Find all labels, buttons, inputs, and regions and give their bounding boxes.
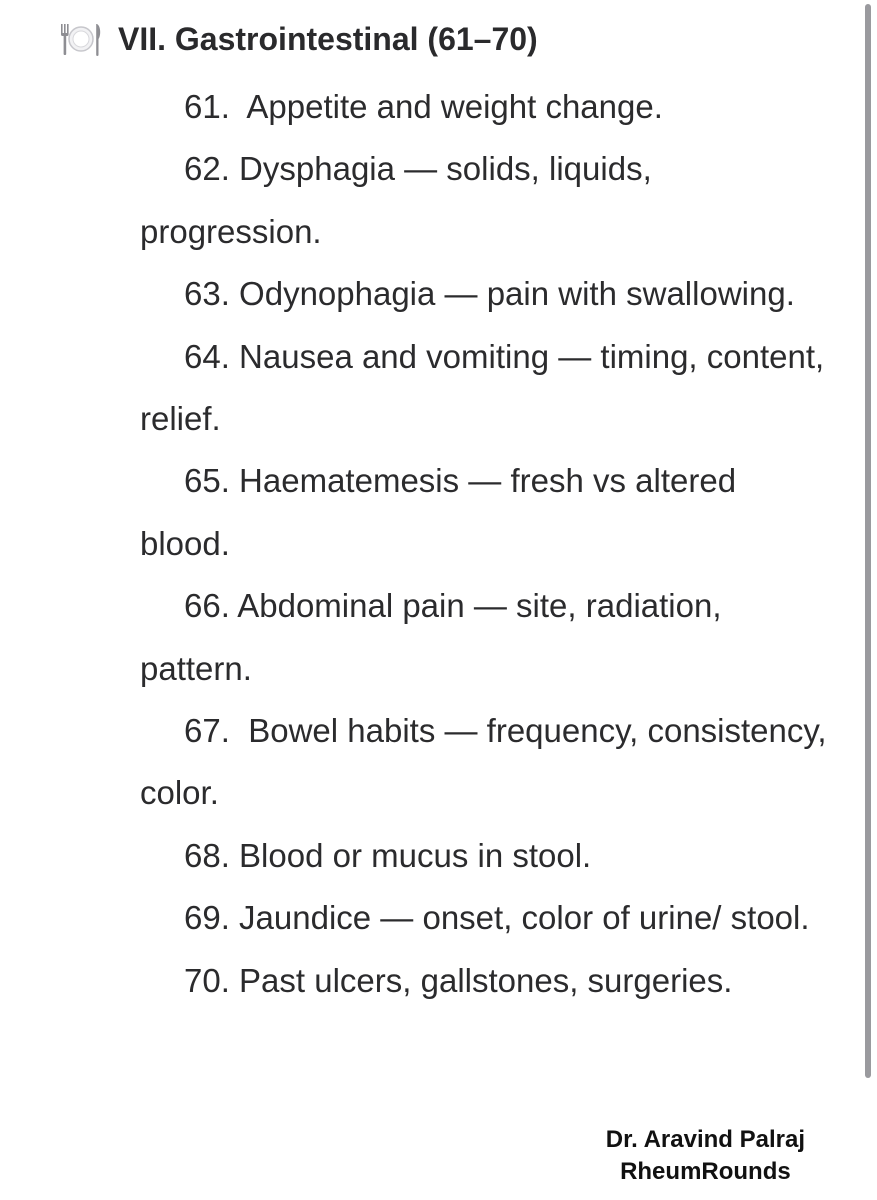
list-item: 69. Jaundice — onset, color of urine/ stool.	[184, 899, 810, 937]
list-item: 62. Dysphagia — solids, liquids, progression.	[140, 150, 652, 250]
brand-name: RheumRounds	[620, 1158, 791, 1185]
author-name: Dr. Aravind Palraj	[605, 1126, 805, 1153]
author-signature	[606, 1124, 805, 1188]
symptom-list	[140, 76, 830, 1012]
section-heading	[58, 16, 538, 62]
vertical-scrollbar[interactable]	[865, 4, 871, 1078]
list-item: 61. Appetite and weight change.	[184, 88, 663, 125]
list-item: 64. Nausea and vomiting — timing, content, relief.	[140, 337, 825, 438]
list-item: 66. Abdominal pain — site, radiation, pattern.	[140, 587, 722, 687]
list-item: 65. Haematemesis — fresh vs altered blood.	[140, 462, 737, 562]
fork-knife-plate-icon	[58, 16, 104, 62]
list-item: 67. Bowel habits — frequency, consistency, color.	[140, 712, 827, 812]
section-title: VII. Gastrointestinal (61–70)	[118, 20, 538, 57]
list-item: 63. Odynophagia — pain with swallowing.	[184, 275, 795, 313]
list-item: 68. Blood or mucus in stool.	[184, 836, 592, 874]
list-item: 70. Past ulcers, gallstones, surgeries.	[184, 961, 733, 999]
